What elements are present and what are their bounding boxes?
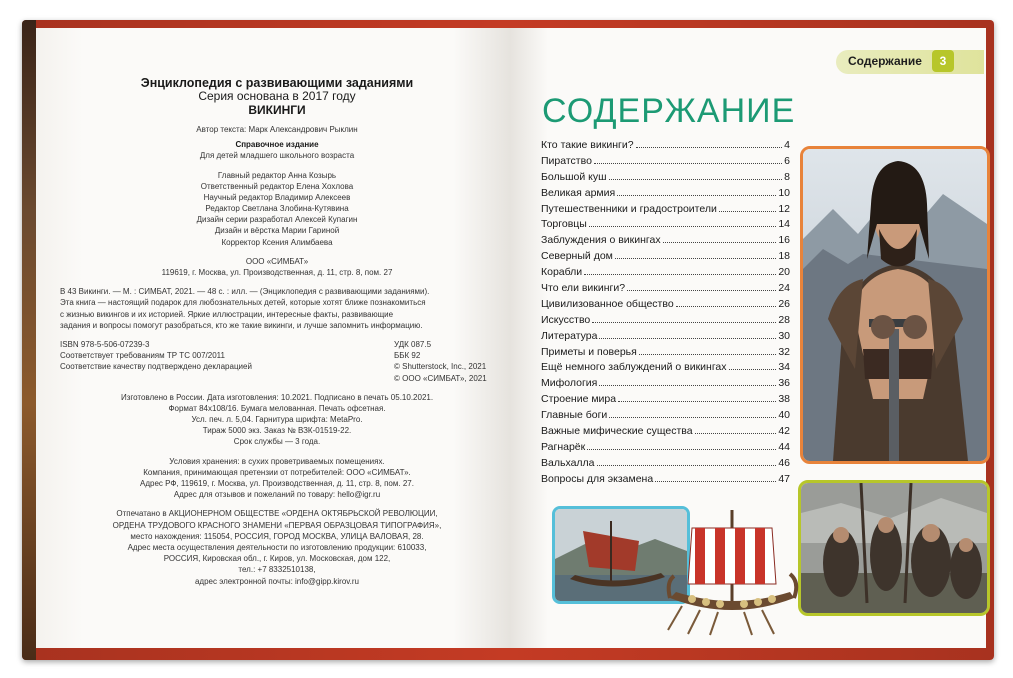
- toc-entry-page: 16: [778, 234, 790, 247]
- description-line: Эта книга — настоящий подарок для любознательных детей, которые хотят ближе познакомиться: [60, 298, 426, 308]
- toc-leader-dots: [695, 433, 777, 434]
- udk: УДК 087.5: [394, 339, 432, 349]
- imprint-staff: [60, 170, 494, 248]
- storage-line: Адрес для отзывов и пожеланий по товару: hello@igr.ru: [173, 490, 381, 500]
- staff-line: Редактор Светлана Злобина-Кутявина: [205, 204, 349, 214]
- declaration: Соответствие качеству подтверждено декларацией: [60, 362, 252, 372]
- toc-entry: [541, 139, 790, 155]
- staff-line: Ответственный редактор Елена Хохлова: [200, 181, 354, 191]
- toc-entry-label: Главные боги: [541, 409, 608, 422]
- toc-entry-page: 12: [778, 202, 790, 215]
- toc-entry-label: Приметы и поверья: [541, 345, 637, 358]
- section-header-label: Содержание: [848, 54, 922, 68]
- toc-entry: [541, 330, 790, 346]
- toc-entry-page: 18: [778, 250, 790, 263]
- toc-entry-label: Строение мира: [541, 393, 617, 406]
- viking-warrior-photo: [800, 146, 990, 464]
- imprint-book-name: ВИКИНГИ: [248, 103, 306, 118]
- toc-entry-label: Большой куш: [541, 170, 607, 183]
- printer-line: РОССИЯ, Кировская обл., г. Киров, ул. Московская, дом 122,: [163, 554, 391, 564]
- toc-entry-page: 46: [778, 456, 790, 469]
- toc-entry: [541, 171, 790, 187]
- copyright-row: [60, 373, 494, 384]
- imprint-title: Энциклопедия с развивающими заданиями: [140, 76, 414, 90]
- printer-line: Адрес места осуществления деятельности по изготовлению продукции: 610033,: [127, 542, 427, 552]
- toc-entry-label: Мифология: [541, 377, 598, 390]
- declaration-row: [60, 361, 494, 372]
- toc-entry-page: 47: [778, 472, 790, 485]
- imprint-block: [60, 76, 494, 587]
- toc-entry: [541, 457, 790, 473]
- viking-warrior-illustration: [803, 149, 987, 461]
- imprint-description: [60, 297, 494, 331]
- toc-entry-label: Что ели викинги?: [541, 282, 626, 295]
- toc-leader-dots: [663, 242, 777, 243]
- description-line: задания и вопросы помогут разобраться, кто же такие викинги, и лучше запомнить информацию.: [60, 320, 423, 330]
- staff-line: Дизайн серии разработал Алексей Купагин: [196, 215, 358, 225]
- toc-leader-dots: [719, 211, 776, 212]
- staff-line: Корректор Ксения Алимбаева: [221, 237, 333, 247]
- toc-entry: [541, 298, 790, 314]
- toc-entry-page: 10: [778, 186, 790, 199]
- toc-leader-dots: [676, 306, 777, 307]
- toc-leader-dots: [609, 417, 776, 418]
- printer-line: адрес электронной почты: info@gipp.kirov.ru: [194, 576, 360, 586]
- production-line: Изготовлено в России. Дата изготовления: 10.2021. Подписано в печать 05.10.2021.: [120, 392, 434, 402]
- imprint-catalog-entry: В 43 Викинги. — М. : СИМБАТ, 2021. — 48 с. : илл. — (Энциклопедия с развивающими заданиями).: [60, 287, 430, 297]
- description-line: с жизнью викингов и их историей. Яркие иллюстрации, интересные факты, развивающие: [60, 309, 394, 319]
- toc-leader-dots: [599, 385, 776, 386]
- toc-leader-dots: [729, 369, 777, 370]
- imprint-storage: [60, 456, 494, 501]
- toc-entry: [541, 473, 790, 489]
- staff-line: Главный редактор Анна Козырь: [217, 170, 337, 180]
- viking-group-illustration: [801, 483, 987, 613]
- toc-entry-label: Кто такие викинги?: [541, 139, 634, 151]
- toc-entry-page: 20: [778, 266, 790, 279]
- toc-entry: [541, 282, 790, 298]
- toc-leader-dots: [636, 147, 783, 148]
- toc-entry: [541, 409, 790, 425]
- toc-entry-page: 26: [778, 297, 790, 310]
- compliance: Соответствует требованиям ТР ТС 007/2011: [60, 351, 225, 361]
- production-line: Усл. печ. л. 5,04. Гарнитура шрифта: MetaPro.: [191, 415, 363, 425]
- storage-line: Условия хранения: в сухих проветриваемых помещениях.: [169, 456, 385, 466]
- striped-longship-image: [662, 506, 802, 636]
- toc-entry-label: Корабли: [541, 266, 583, 279]
- toc-entry-label: Рагнарёк: [541, 440, 586, 453]
- imprint-author: Автор текста: Марк Александрович Рыклин: [196, 124, 358, 134]
- toc-leader-dots: [594, 163, 782, 164]
- toc-leader-dots: [639, 354, 776, 355]
- imprint-publisher: ООО «СИМБАТ»: [245, 256, 309, 266]
- toc-leader-dots: [615, 258, 776, 259]
- isbn: ISBN 978-5-506-07239-3: [60, 339, 150, 349]
- toc-entry-label: Ещё немного заблуждений о викингах: [541, 361, 727, 374]
- toc-entry-page: 34: [778, 361, 790, 374]
- toc-entry: [541, 377, 790, 393]
- toc-leader-dots: [597, 465, 777, 466]
- imprint-publisher-address: 119619, г. Москва, ул. Производственная, д. 11, стр. 8, пом. 27: [161, 268, 393, 278]
- imprint-audience: Для детей младшего школьного возраста: [199, 151, 355, 161]
- storage-line: Компания, принимающая претензии от потребителей: ООО «СИМБАТ».: [143, 467, 411, 477]
- toc-entry: [541, 425, 790, 441]
- toc-entry-page: 36: [778, 377, 790, 390]
- toc-entry-label: Великая армия: [541, 186, 616, 199]
- toc-entry-page: 14: [778, 218, 790, 231]
- imprint-series: Серия основана в 2017 году: [198, 89, 356, 104]
- toc-entry: [541, 266, 790, 282]
- isbn-row: [60, 339, 494, 350]
- toc-entry-label: Важные мифические существа: [541, 425, 693, 438]
- printer-line: ОРДЕНА ТРУДОВОГО КРАСНОГО ЗНАМЕНИ «ПЕРВАЯ ОБРАЗЦОВАЯ ТИПОГРАФИЯ»,: [112, 520, 442, 530]
- toc-entry-page: 24: [778, 282, 790, 295]
- page-number-badge: 3: [932, 50, 954, 72]
- toc-entry-label: Пиратство: [541, 154, 592, 167]
- staff-line: Научный редактор Владимир Алексеев: [203, 192, 351, 202]
- toc-entry: [541, 234, 790, 250]
- toc-leader-dots: [584, 274, 776, 275]
- toc-entry-page: 4: [784, 139, 790, 151]
- toc-entry-page: 28: [778, 313, 790, 326]
- cover-spine-art: [22, 20, 36, 660]
- striped-longship-illustration: [662, 506, 802, 636]
- printer-line: место нахождения: 115054, РОССИЯ, ГОРОД МОСКВА, УЛИЦА ВАЛОВАЯ, 28.: [130, 531, 424, 541]
- toc-entry: [541, 441, 790, 457]
- toc-entry-page: 38: [778, 393, 790, 406]
- toc-entry: [541, 218, 790, 234]
- toc-entry-label: Вопросы для экзамена: [541, 472, 654, 485]
- toc-entry-label: Северный дом: [541, 250, 613, 263]
- toc-entry-page: 32: [778, 345, 790, 358]
- production-line: Тираж 5000 экз. Заказ № ВЗК-01519-22.: [202, 426, 352, 436]
- toc-leader-dots: [617, 195, 776, 196]
- toc-entry: [541, 203, 790, 219]
- toc-leader-dots: [655, 481, 776, 482]
- imprint-printer: [60, 508, 494, 586]
- toc-entry-label: Искусство: [541, 313, 591, 326]
- toc-entry-label: Цивилизованное общество: [541, 297, 674, 310]
- toc-leader-dots: [587, 449, 776, 450]
- toc-entry: [541, 187, 790, 203]
- toc-leader-dots: [618, 401, 776, 402]
- toc-entry: [541, 250, 790, 266]
- toc-leader-dots: [609, 179, 783, 180]
- toc-entry: [541, 314, 790, 330]
- viking-group-photo: [798, 480, 990, 616]
- toc-leader-dots: [599, 338, 776, 339]
- production-line: Срок службы — 3 года.: [233, 437, 321, 447]
- production-line: Формат 84х108/16. Бумага мелованная. Печать офсетная.: [168, 403, 386, 413]
- bbk: ББК 92: [394, 351, 421, 361]
- toc-entry-page: 30: [778, 329, 790, 342]
- compliance-row: [60, 350, 494, 361]
- toc-entry-label: Торговцы: [541, 218, 587, 231]
- toc-entry-page: 44: [778, 440, 790, 453]
- toc-entry-page: 6: [784, 154, 790, 167]
- toc-entry: [541, 346, 790, 362]
- printer-line: тел.: +7 8332510138,: [238, 565, 316, 575]
- toc-entry-page: 42: [778, 425, 790, 438]
- imprint-edition-type: Справочное издание: [235, 140, 319, 150]
- toc-entry: [541, 393, 790, 409]
- toc-entry-label: Вальхалла: [541, 456, 595, 469]
- imprint-production: [60, 392, 494, 448]
- toc-entry-label: Литература: [541, 329, 598, 342]
- toc-leader-dots: [589, 226, 776, 227]
- toc-entry: [541, 361, 790, 377]
- toc-leader-dots: [627, 290, 776, 291]
- storage-line: Адрес РФ, 119619, г. Москва, ул. Производственная, д. 11, стр. 8, пом. 27.: [140, 479, 414, 489]
- table-of-contents: [541, 139, 790, 489]
- copyright-shutterstock: © Shutterstock, Inc., 2021: [394, 362, 487, 372]
- toc-entry-label: Путешественники и градостроители: [541, 202, 717, 215]
- toc-entry-page: 40: [778, 409, 790, 422]
- printer-line: Отпечатано в АКЦИОНЕРНОМ ОБЩЕСТВЕ «ОРДЕНА ОКТЯБРЬСКОЙ РЕВОЛЮЦИИ,: [116, 509, 438, 519]
- toc-entry: [541, 155, 790, 171]
- staff-line: Дизайн и вёрстка Марии Гариной: [214, 226, 340, 236]
- toc-entry-label: Заблуждения о викингах: [541, 234, 661, 247]
- copyright-publisher: © ООО «СИМБАТ», 2021: [394, 373, 487, 383]
- toc-leader-dots: [592, 322, 776, 323]
- toc-entry-page: 8: [784, 170, 790, 183]
- toc-title: СОДЕРЖАНИЕ: [542, 92, 796, 130]
